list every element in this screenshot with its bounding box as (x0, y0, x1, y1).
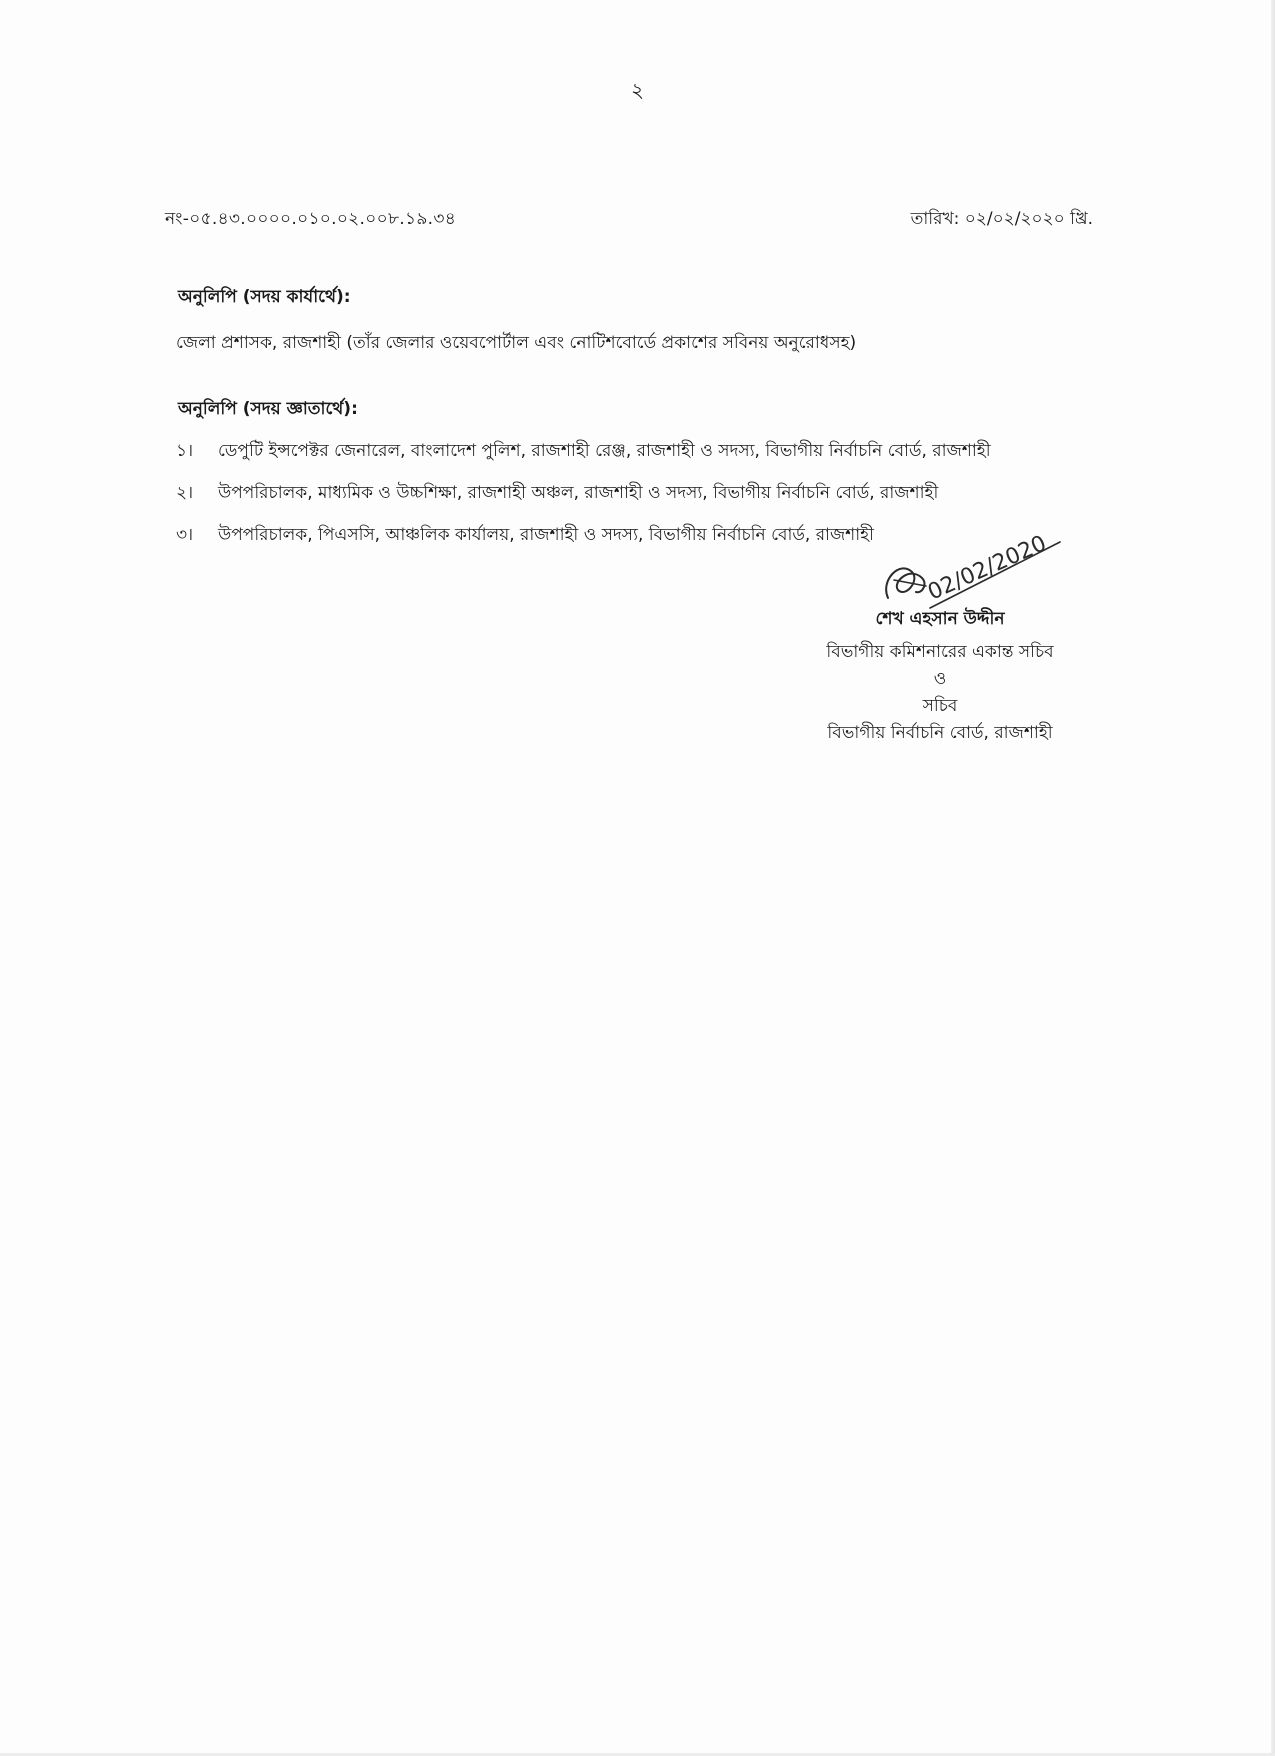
list-item-text: উপপরিচালক, পিএসসি, আঞ্চলিক কার্যালয়, রাজশাহী ও সদস্য, বিভাগীয় নির্বাচনি বোর্ড, রাজশাহী (218, 525, 874, 545)
list-item-number: ৩। (176, 525, 194, 545)
handwritten-signature (870, 520, 1070, 620)
cc-action-recipient: জেলা প্রশাসক, রাজশাহী (তাঁর জেলার ওয়েবপোর্টাল এবং নোটিশবোর্ডে প্রকাশের সবিনয় অনুরোধসহ) (176, 333, 857, 353)
list-item-number: ২। (176, 483, 194, 503)
signature-block (770, 606, 1110, 747)
signatory-conjunction: ও (933, 669, 947, 689)
scan-edge-shadow (1271, 0, 1275, 1756)
signatory-designation: বিভাগীয় কমিশনারের একান্ত সচিব (826, 642, 1054, 662)
signatory-role: সচিব (922, 696, 958, 716)
signatory-office: বিভাগীয় নির্বাচনি বোর্ড, রাজশাহী (827, 723, 1053, 743)
list-item-text: উপপরিচালক, মাধ্যমিক ও উচ্চশিক্ষা, রাজশাহী অঞ্চল, রাজশাহী ও সদস্য, বিভাগীয় নির্বাচনি বোর্ড, রাজশাহী (218, 483, 939, 503)
signatory-name: শেখ এহসান উদ্দীন (875, 609, 1005, 629)
page-number: ২ (630, 78, 644, 102)
cc-action-heading: অনুলিপি (সদয় কার্যার্থে): (178, 287, 351, 307)
list-item-number: ১। (176, 441, 194, 461)
list-item (176, 480, 991, 522)
cc-info-list (176, 438, 991, 564)
list-item (176, 522, 991, 564)
list-item (176, 438, 991, 480)
document-date: তারিখ: ০২/০২/২০২০ খ্রি. (910, 209, 1093, 229)
cc-info-heading: অনুলিপি (সদয় জ্ঞাতার্থে): (178, 399, 358, 419)
handwritten-date: 02/02/2020 (924, 531, 1051, 606)
memo-number: নং-০৫.৪৩.০০০০.০১০.০২.০০৮.১৯.৩৪ (165, 209, 457, 229)
list-item-text: ডেপুটি ইন্সপেক্টর জেনারেল, বাংলাদেশ পুলিশ, রাজশাহী রেঞ্জ, রাজশাহী ও সদস্য, বিভাগীয় নির্বাচনি বোর্ড, রাজশাহী (218, 441, 991, 461)
